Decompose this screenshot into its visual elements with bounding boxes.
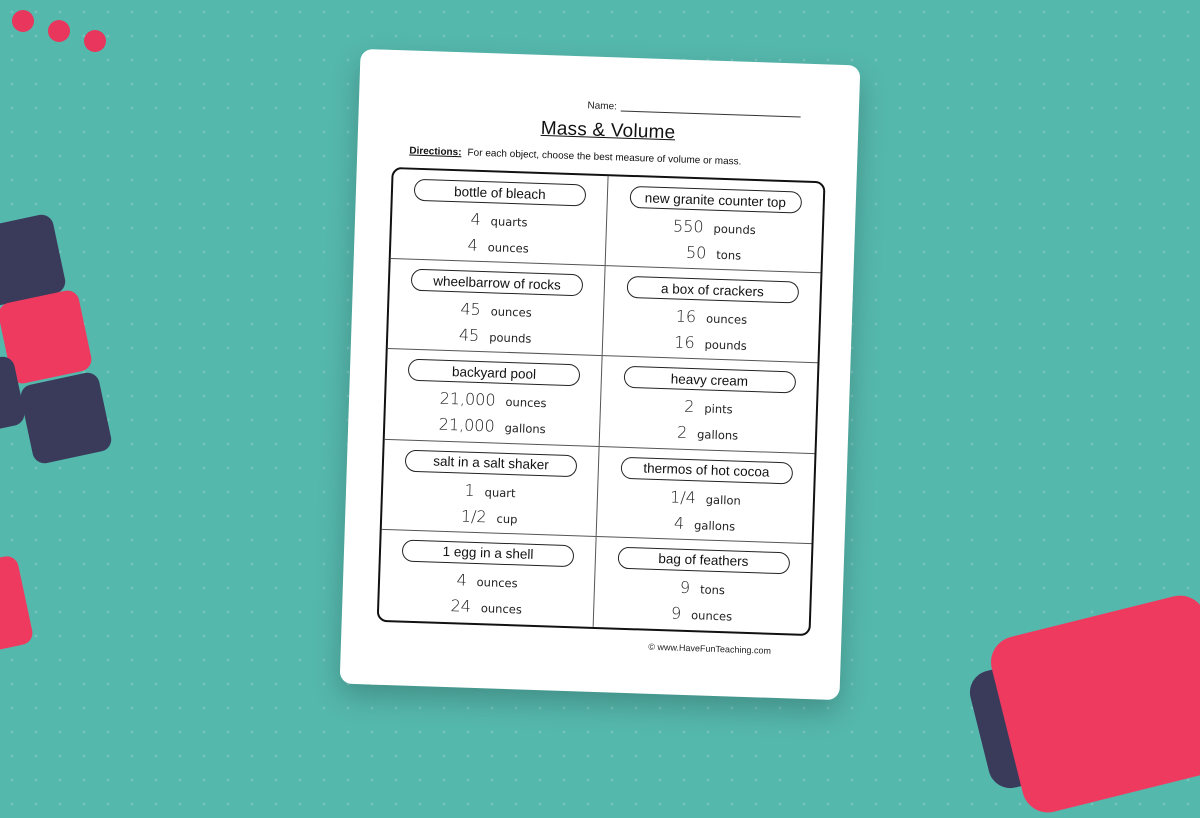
option-unit: ounces xyxy=(476,574,518,591)
item-cell xyxy=(597,447,815,544)
measure-option[interactable] xyxy=(464,480,516,501)
object-label: 1 egg in a shell xyxy=(402,539,575,567)
decor-tile xyxy=(19,371,114,466)
option-unit: tons xyxy=(699,582,726,598)
measure-option[interactable] xyxy=(673,216,756,238)
measure-option[interactable] xyxy=(461,506,518,527)
option-unit: pounds xyxy=(713,221,756,238)
option-unit: pints xyxy=(704,401,733,417)
page-title: Mass & Volume xyxy=(540,117,676,144)
option-number: 24 xyxy=(450,595,472,616)
object-label: thermos of hot cocoa xyxy=(620,456,793,484)
option-unit: gallon xyxy=(705,492,742,508)
measure-option[interactable] xyxy=(684,397,733,418)
option-unit: ounces xyxy=(487,240,529,256)
option-number: 1/4 xyxy=(669,486,697,507)
object-label: new granite counter top xyxy=(629,186,802,214)
measure-option[interactable] xyxy=(670,487,741,508)
measure-option[interactable] xyxy=(459,325,532,346)
decor-tile xyxy=(0,554,35,656)
option-number: 16 xyxy=(675,306,697,327)
measure-option[interactable] xyxy=(674,513,736,534)
measure-option[interactable] xyxy=(680,578,726,598)
option-number: 45 xyxy=(458,325,480,346)
object-label: a box of crackers xyxy=(626,276,799,304)
option-number: 16 xyxy=(674,332,695,353)
measure-option[interactable] xyxy=(460,300,532,321)
measure-option[interactable] xyxy=(671,603,733,624)
option-unit: gallons xyxy=(504,421,546,437)
object-label: wheelbarrow of rocks xyxy=(411,269,584,297)
measure-option[interactable] xyxy=(470,210,528,231)
directions-text: For each object, choose the best measure of volume or mass. xyxy=(467,147,742,168)
measure-option[interactable] xyxy=(674,333,747,354)
object-label: salt in a salt shaker xyxy=(405,449,578,477)
measure-option[interactable] xyxy=(456,570,518,591)
item-cell xyxy=(385,349,603,446)
decor-dot xyxy=(12,10,34,32)
object-label: heavy cream xyxy=(623,366,796,394)
item-cell xyxy=(600,356,818,453)
option-unit: ounces xyxy=(690,607,733,624)
option-unit: tons xyxy=(716,247,742,263)
option-number: 45 xyxy=(460,299,482,320)
option-number: 21,000 xyxy=(439,389,496,410)
decor-dot xyxy=(48,20,70,42)
option-number: 4 xyxy=(456,570,468,590)
option-number: 21,000 xyxy=(438,415,495,436)
option-unit: ounces xyxy=(480,600,523,617)
option-unit: gallons xyxy=(696,427,739,444)
item-cell xyxy=(388,259,606,356)
name-label: Name: xyxy=(587,100,618,113)
item-cell xyxy=(379,530,597,627)
option-number: 550 xyxy=(672,216,704,237)
option-unit: quarts xyxy=(490,214,528,230)
item-cell xyxy=(382,439,600,536)
object-label: bag of feathers xyxy=(617,546,790,574)
option-unit: quart xyxy=(484,484,516,500)
item-cell xyxy=(391,169,609,266)
object-label: backyard pool xyxy=(408,359,581,387)
option-unit: ounces xyxy=(490,304,532,320)
measure-option[interactable] xyxy=(686,243,742,264)
option-unit: gallons xyxy=(693,517,736,534)
worksheet-page xyxy=(340,49,861,700)
measure-option[interactable] xyxy=(467,236,529,257)
measure-option[interactable] xyxy=(450,596,522,617)
option-unit: ounces xyxy=(705,311,748,328)
option-number: 2 xyxy=(683,397,695,417)
option-number: 4 xyxy=(467,235,479,255)
measure-option[interactable] xyxy=(677,423,739,444)
option-number: 4 xyxy=(673,513,685,533)
measure-option[interactable] xyxy=(439,389,547,412)
option-number: 50 xyxy=(685,242,707,263)
item-cell xyxy=(603,266,821,363)
option-unit: cup xyxy=(496,511,518,526)
item-cell xyxy=(594,537,812,634)
directions-label: Directions: xyxy=(409,145,462,159)
option-number: 9 xyxy=(670,603,682,623)
items-grid xyxy=(377,167,826,636)
option-unit: ounces xyxy=(505,395,547,411)
option-number: 9 xyxy=(679,577,691,597)
object-label: bottle of bleach xyxy=(414,179,587,207)
name-blank xyxy=(621,111,801,118)
copyright-text: © www.HaveFunTeaching.com xyxy=(648,641,772,656)
option-unit: pounds xyxy=(488,330,532,346)
measure-option[interactable] xyxy=(675,307,747,328)
option-number: 4 xyxy=(470,209,482,229)
directions xyxy=(409,146,827,171)
option-number: 1/2 xyxy=(460,506,487,526)
option-number: 1 xyxy=(464,480,476,500)
item-cell xyxy=(606,176,824,273)
option-unit: pounds xyxy=(704,337,748,354)
option-number: 2 xyxy=(676,422,688,443)
decor-dot xyxy=(84,30,106,52)
measure-option[interactable] xyxy=(438,415,546,438)
